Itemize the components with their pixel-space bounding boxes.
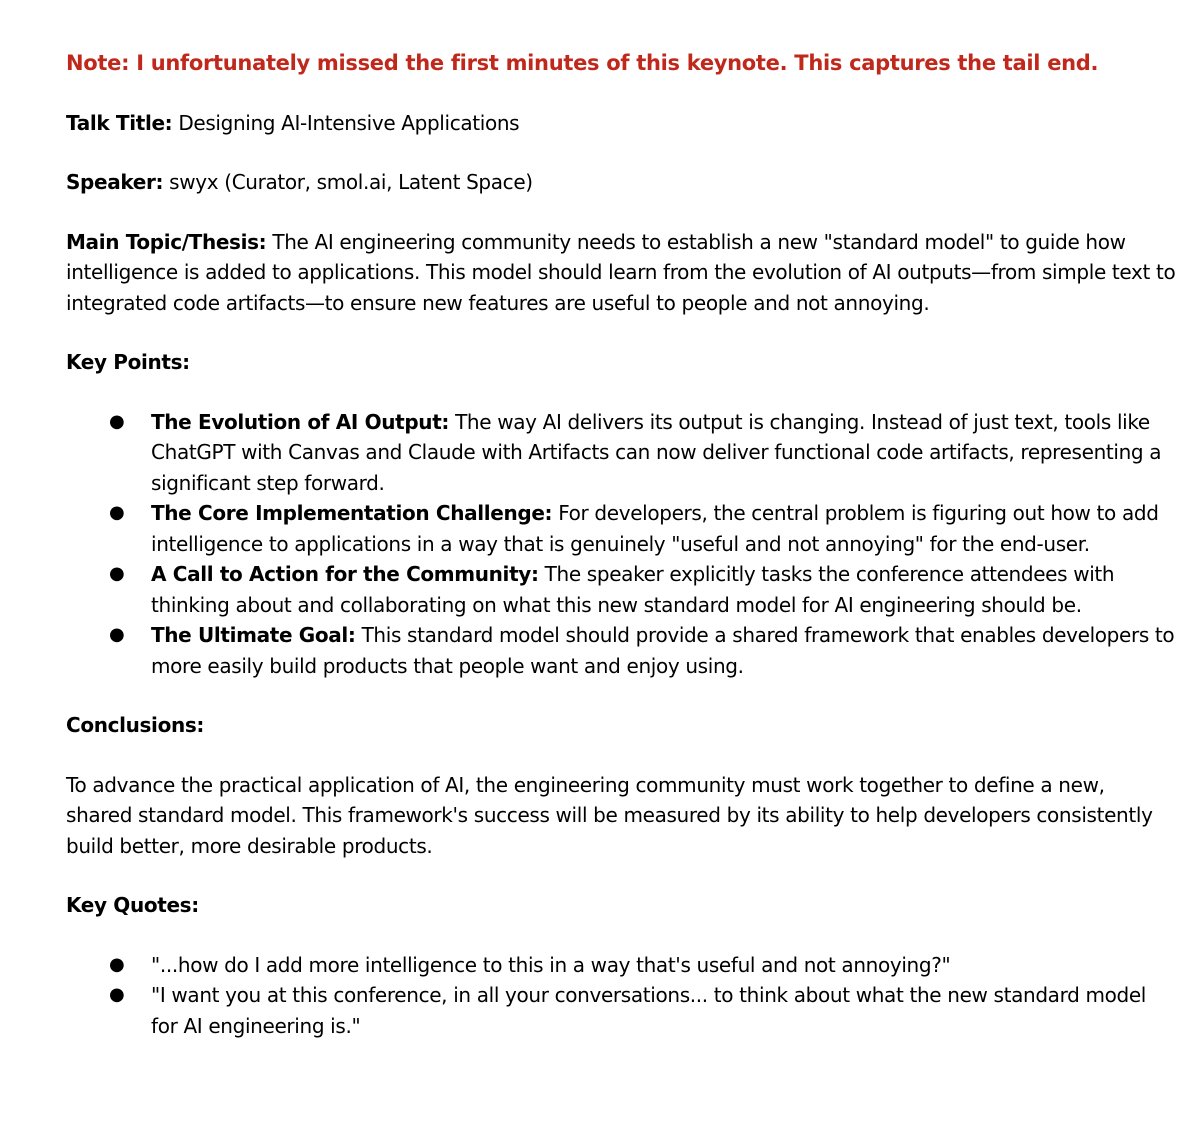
- key-point-title: The Ultimate Goal:: [151, 623, 356, 647]
- quote-item: [66, 980, 1176, 1041]
- key-quotes-heading-text: Key Quotes:: [66, 893, 199, 917]
- document-body: [66, 48, 1176, 1070]
- talk-title-line: [66, 108, 1176, 139]
- bullet-icon: ●: [109, 563, 125, 584]
- bullet-icon: ●: [109, 984, 125, 1005]
- key-point-text: This standard model should provide a shared framework that enables developers to more easily build products that people want and enjoy using.: [151, 623, 1175, 678]
- bullet-icon: ●: [109, 502, 125, 523]
- key-point-title: The Core Implementation Challenge:: [151, 501, 553, 525]
- quote-item: [66, 950, 1176, 981]
- key-points-heading-text: Key Points:: [66, 350, 190, 374]
- quote-text: "I want you at this conference, in all your conversations... to think about what the new standard model for AI engineering is.": [151, 983, 1146, 1038]
- key-point-text: The way AI delivers its output is changing. Instead of just text, tools like ChatGPT with Canvas and Claude with Artifacts can now deliver functional code artifacts, representing a significant step forward.: [151, 409, 1162, 495]
- bullet-icon: ●: [109, 410, 125, 432]
- talk-title-value: Designing AI-Intensive Applications: [172, 110, 520, 135]
- quote-text: "...how do I add more intelligence to this in a way that's useful and not annoying?": [151, 952, 951, 977]
- talk-title-label: Talk Title:: [66, 110, 173, 135]
- speaker-line: [66, 167, 1176, 198]
- note-banner: Note: I unfortunately missed the first minutes of this keynote. This captures the tail end.: [66, 51, 1099, 75]
- bullet-icon: ●: [109, 953, 125, 975]
- conclusions-heading: [66, 710, 1176, 741]
- key-points-list: [66, 407, 1176, 682]
- main-topic-text: The AI engineering community needs to establish a new "standard model" to guide how intelligence is added to applications. This model should learn from the evolution of AI outputs—from simple text to integrated code artifacts—to ensure new features are useful to people and not annoying.: [66, 229, 1176, 315]
- speaker-value: swyx (Curator, smol.ai, Latent Space): [163, 170, 533, 194]
- key-point-text: The speaker explicitly tasks the conference attendees with thinking about and collaborating on what this new standard model for AI engineering should be.: [151, 562, 1115, 617]
- main-topic-label: Main Topic/Thesis:: [66, 229, 267, 254]
- key-point-item: [66, 498, 1176, 559]
- conclusions-paragraph: To advance the practical application of AI, the engineering community must work together to define a new, shared standard model. This framework's success will be measured by its ability to help developers consistently build better, more desirable products.: [66, 772, 1153, 858]
- key-point-item: [66, 559, 1176, 620]
- conclusions-heading-text: Conclusions:: [66, 713, 205, 737]
- key-point-title: A Call to Action for the Community:: [151, 562, 539, 586]
- bullet-icon: ●: [109, 624, 125, 645]
- key-point-text: For developers, the central problem is figuring out how to add intelligence to applications in a way that is genuinely "useful and not annoying" for the end-user.: [151, 501, 1159, 556]
- speaker-label: Speaker:: [66, 170, 164, 194]
- key-quotes-heading: [66, 890, 1176, 921]
- key-point-item: [66, 620, 1176, 681]
- key-point-title: The Evolution of AI Output:: [151, 409, 450, 434]
- key-point-item: [66, 407, 1176, 499]
- key-quotes-list: [66, 950, 1176, 1042]
- key-points-heading: [66, 347, 1176, 378]
- main-topic-paragraph: [66, 227, 1176, 319]
